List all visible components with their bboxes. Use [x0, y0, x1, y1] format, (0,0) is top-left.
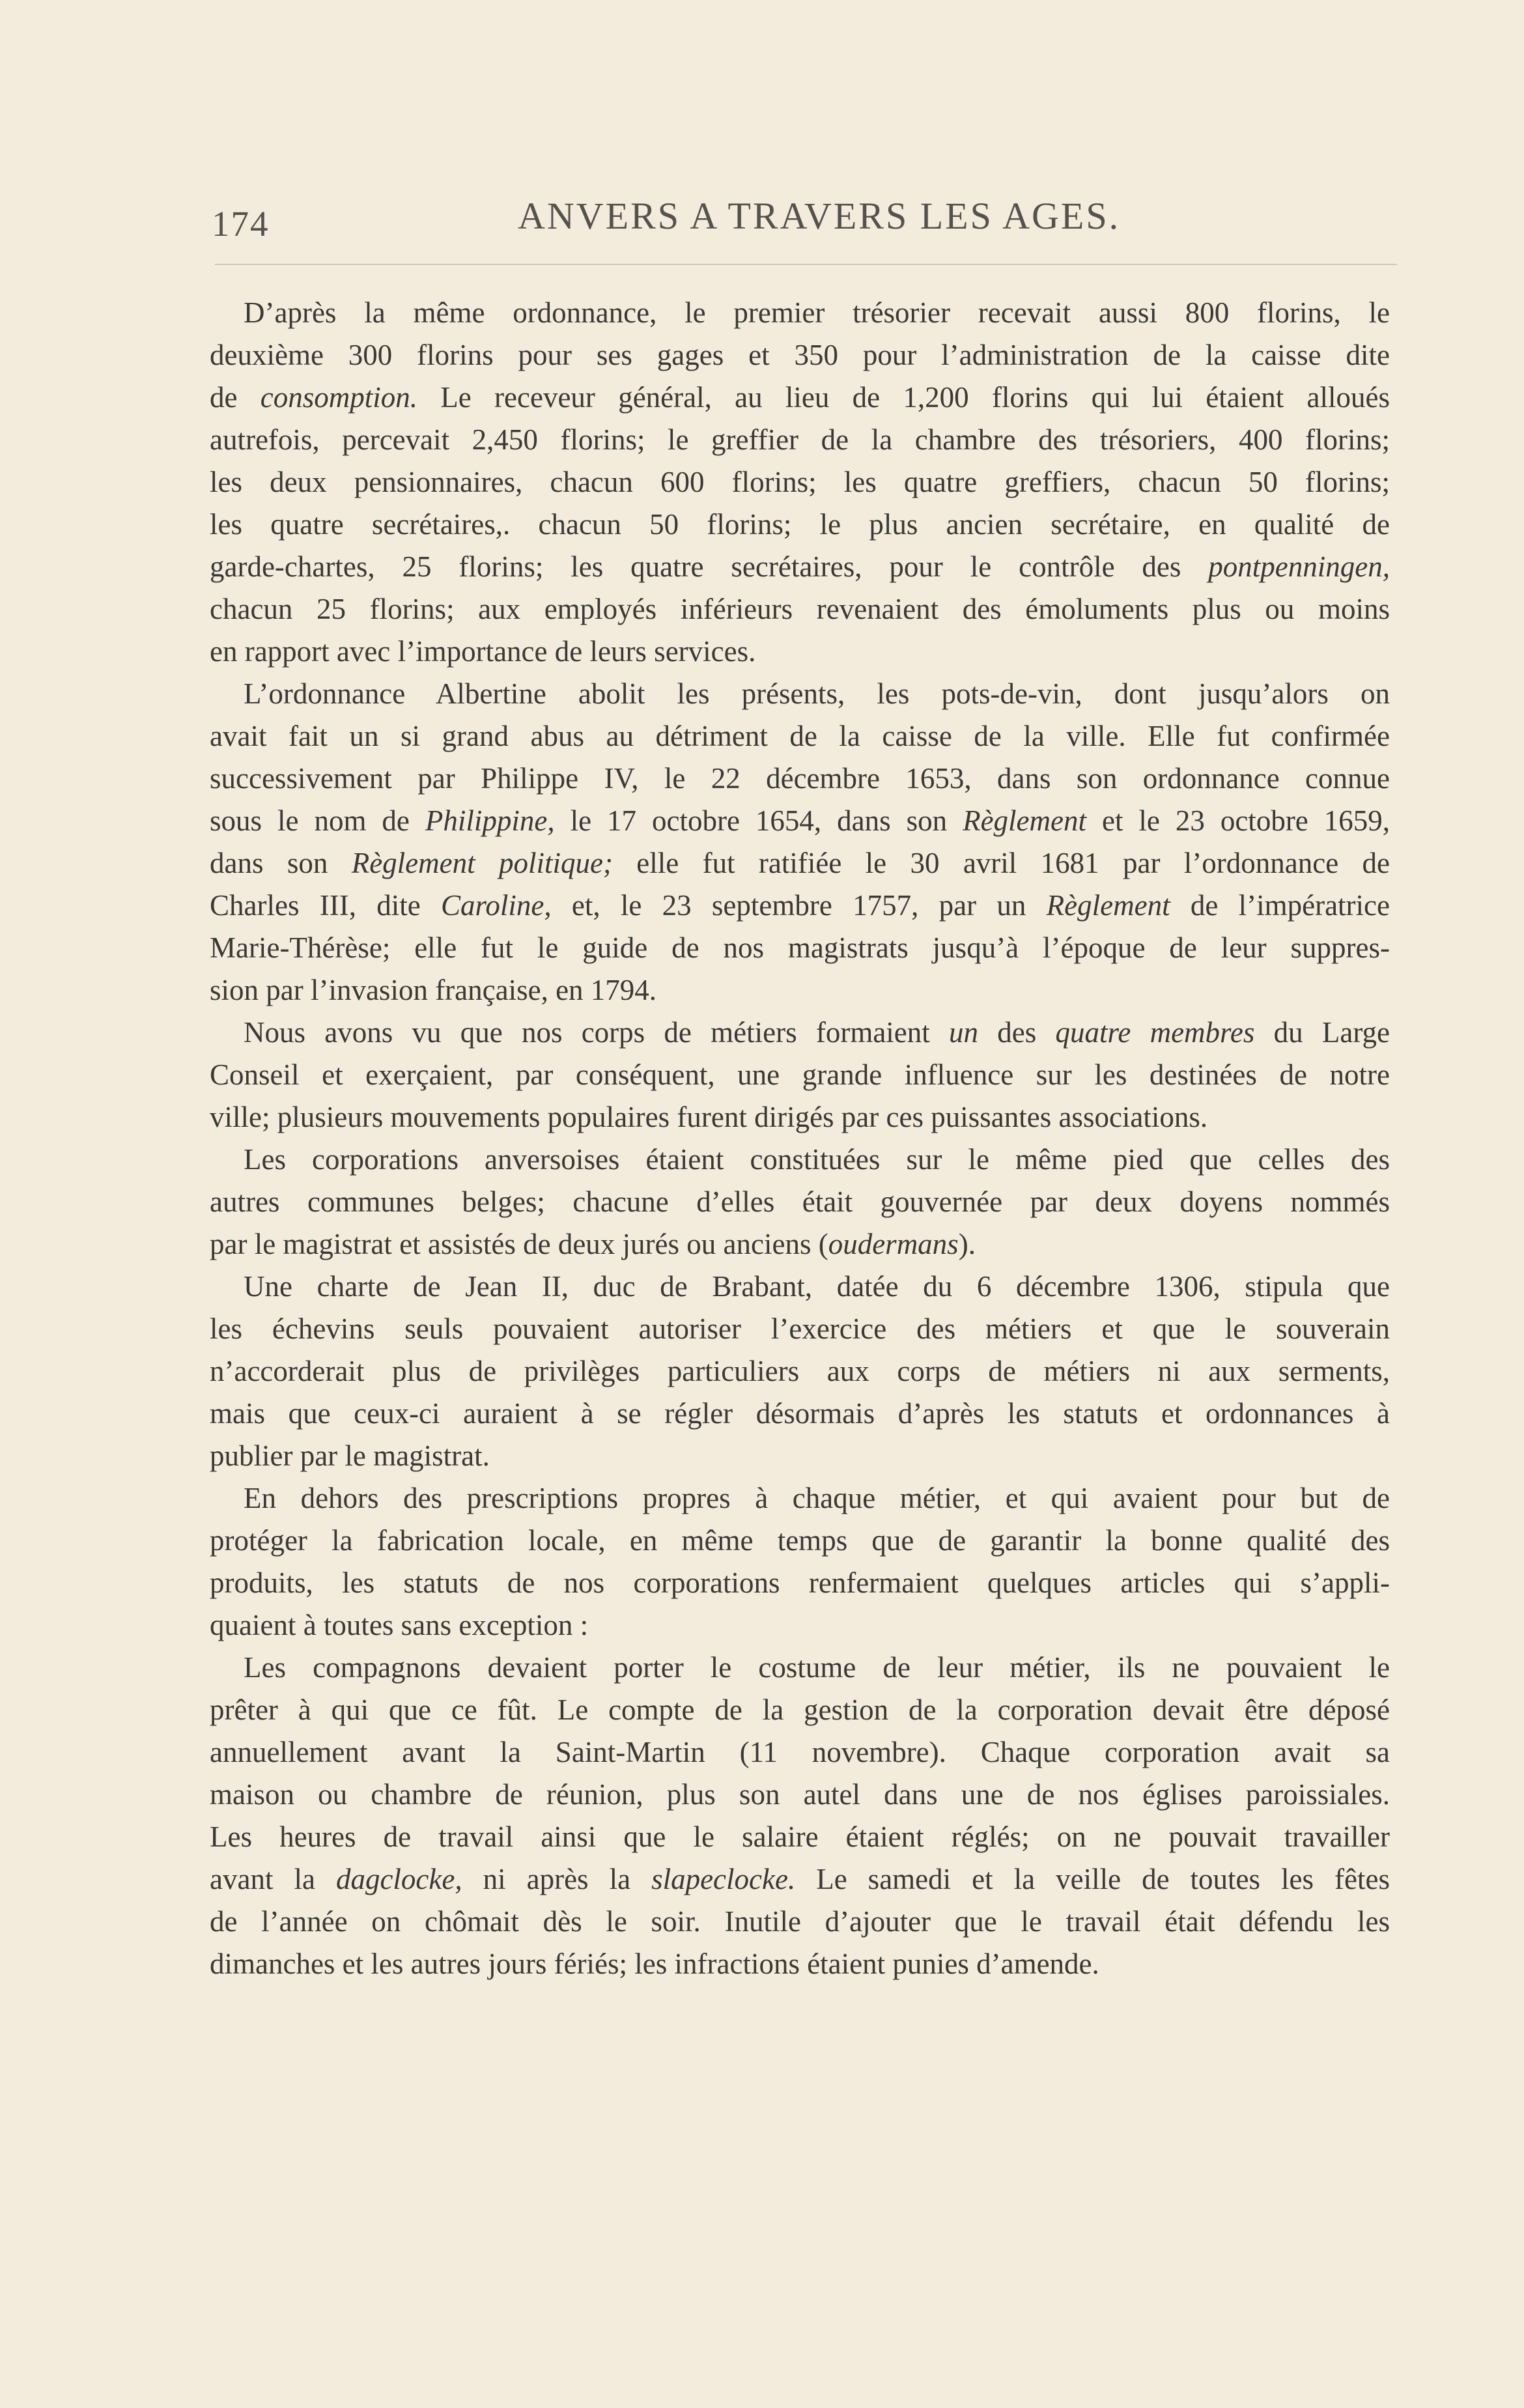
italic-text: Règlement [1046, 889, 1170, 922]
text-line [210, 927, 1390, 969]
text-line [210, 1012, 1390, 1054]
text-run: avant la [210, 1863, 336, 1895]
text-run: Charles III, dite [210, 889, 441, 922]
text-run: dimanches et les autres jours fériés; les infractions étaient punies d’amende. [210, 1948, 1099, 1980]
header-rule [215, 264, 1397, 265]
text-run: elle fut ratifiée le 30 avril 1681 par l’ordonnance de [612, 847, 1390, 879]
text-run: les quatre secrétaires,. chacun 50 florins; le plus ancien secrétaire, en qualité de [210, 508, 1390, 541]
text-line [210, 1816, 1390, 1858]
text-line [210, 1689, 1390, 1731]
text-line [210, 1181, 1390, 1223]
text-line [210, 546, 1390, 588]
page-header [212, 194, 1397, 253]
page-number: 174 [212, 204, 270, 244]
italic-text: Règlement [963, 804, 1086, 837]
paragraph [210, 1647, 1390, 1985]
text-line [210, 1223, 1390, 1266]
text-line [210, 419, 1390, 461]
paragraph [210, 673, 1390, 1012]
text-run: de l’année on chômait dès le soir. Inutile d’ajouter que le travail était défendu les [210, 1905, 1390, 1938]
text-line [210, 715, 1390, 758]
text-run: Marie-Thérèse; elle fut le guide de nos magistrats jusqu’à l’époque de leur suppres- [210, 931, 1390, 964]
italic-text: pontpenningen, [1208, 550, 1390, 583]
text-line [210, 1520, 1390, 1562]
text-run: et, le 23 septembre 1757, par un [551, 889, 1047, 922]
text-line [210, 1435, 1390, 1477]
text-run: de l’impératrice [1170, 889, 1390, 922]
paragraph [210, 1139, 1390, 1266]
text-run: Les corporations anversoises étaient constituées sur le même pied que celles des [244, 1143, 1390, 1176]
paragraph [210, 292, 1390, 673]
text-line [210, 588, 1390, 630]
paragraph [210, 1477, 1390, 1647]
text-run: avait fait un si grand abus au détriment de la caisse de la ville. Elle fut confirmée [210, 720, 1390, 752]
text-run: quaient à toutes sans exception : [210, 1609, 589, 1641]
text-line [210, 969, 1390, 1012]
text-run: En dehors des prescriptions propres à chaque métier, et qui avaient pour but de [244, 1482, 1390, 1514]
text-run: sous le nom de [210, 804, 425, 837]
text-line [210, 1774, 1390, 1816]
text-run: Les heures de travail ainsi que le salaire étaient réglés; on ne pouvait travailler [210, 1820, 1390, 1853]
text-line [210, 334, 1390, 376]
text-run: autres communes belges; chacune d’elles était gouvernée par deux doyens nommés [210, 1185, 1390, 1218]
text-run: L’ordonnance Albertine abolit les présents, les pots-de-vin, dont jusqu’alors on [244, 677, 1390, 710]
text-line [210, 885, 1390, 927]
text-run: publier par le magistrat. [210, 1439, 490, 1472]
body-text [210, 292, 1390, 1985]
text-line [210, 1901, 1390, 1943]
text-line [210, 630, 1390, 673]
text-run: protéger la fabrication locale, en même temps que de garantir la bonne qualité des [210, 1524, 1390, 1557]
text-run: Les compagnons devaient porter le costume de leur métier, ils ne pouvaient le [244, 1651, 1390, 1684]
text-line [210, 1477, 1390, 1520]
text-run: deuxième 300 florins pour ses gages et 350 pour l’administration de la caisse dite [210, 339, 1390, 371]
text-line [210, 1604, 1390, 1647]
text-run: produits, les statuts de nos corporations renfermaient quelques articles qui s’appli- [210, 1566, 1390, 1599]
text-run: les échevins seuls pouvaient autoriser l’exercice des métiers et que le souverain [210, 1312, 1390, 1345]
text-run: successivement par Philippe IV, le 22 décembre 1653, dans son ordonnance connue [210, 762, 1390, 795]
text-run: dans son [210, 847, 352, 879]
text-run: chacun 25 florins; aux employés inférieurs revenaient des émoluments plus ou moins [210, 593, 1390, 625]
text-run: Une charte de Jean II, duc de Brabant, datée du 6 décembre 1306, stipula que [244, 1270, 1390, 1303]
italic-text: oudermans [828, 1228, 959, 1260]
text-line [210, 503, 1390, 546]
text-line [210, 1096, 1390, 1139]
text-run: Conseil et exerçaient, par conséquent, une grande influence sur les destinées de notre [210, 1058, 1390, 1091]
running-title: ANVERS A TRAVERS LES AGES. [518, 195, 1121, 237]
text-run: Le receveur général, au lieu de 1,200 florins qui lui étaient alloués [417, 381, 1390, 414]
italic-text: consomption. [260, 381, 418, 414]
text-line [210, 758, 1390, 800]
text-line [210, 1943, 1390, 1985]
italic-text: quatre membres [1055, 1016, 1255, 1049]
text-run: Nous avons vu que nos corps de métiers formaient [244, 1016, 950, 1049]
italic-text: Philippine, [425, 804, 555, 837]
text-line [210, 461, 1390, 503]
italic-text: slapeclocke. [651, 1863, 796, 1895]
text-line [210, 292, 1390, 334]
paragraph [210, 1266, 1390, 1477]
text-line [210, 1562, 1390, 1604]
text-line [210, 1054, 1390, 1096]
paragraph [210, 1012, 1390, 1139]
text-run: D’après la même ordonnance, le premier trésorier recevait aussi 800 florins, le [244, 296, 1390, 329]
text-line [210, 1647, 1390, 1689]
text-line [210, 1731, 1390, 1774]
text-line [210, 376, 1390, 419]
italic-text: dagclocke, [335, 1863, 462, 1895]
text-line [210, 1308, 1390, 1350]
text-run: sion par l’invasion française, en 1794. [210, 974, 657, 1006]
text-run: prêter à qui que ce fût. Le compte de la gestion de la corporation devait être déposé [210, 1693, 1390, 1726]
text-run: le 17 octobre 1654, dans son [554, 804, 963, 837]
text-line [210, 1139, 1390, 1181]
text-run: des [978, 1016, 1056, 1049]
text-line [210, 673, 1390, 715]
italic-text: Règlement politique; [351, 847, 613, 879]
italic-text: Caroline, [441, 889, 552, 922]
text-run: les deux pensionnaires, chacun 600 florins; les quatre greffiers, chacun 50 florins; [210, 466, 1390, 498]
text-line [210, 1393, 1390, 1435]
text-line [210, 1266, 1390, 1308]
text-run: Le samedi et la veille de toutes les fêtes [795, 1863, 1390, 1895]
text-run: par le magistrat et assistés de deux jurés ou anciens ( [210, 1228, 828, 1260]
text-run: et le 23 octobre 1659, [1086, 804, 1390, 837]
text-run: en rapport avec l’importance de leurs services. [210, 635, 756, 668]
text-run: ). [958, 1228, 976, 1260]
text-run: ville; plusieurs mouvements populaires furent dirigés par ces puissantes associations. [210, 1101, 1208, 1133]
text-run: ni après la [462, 1863, 652, 1895]
text-line [210, 800, 1390, 842]
text-run: maison ou chambre de réunion, plus son autel dans une de nos églises paroissiales. [210, 1778, 1390, 1811]
text-run: garde-chartes, 25 florins; les quatre secrétaires, pour le contrôle des [210, 550, 1209, 583]
text-run: de [210, 381, 261, 414]
text-line [210, 842, 1390, 885]
text-line [210, 1350, 1390, 1393]
text-run: mais que ceux-ci auraient à se régler désormais d’après les statuts et ordonnances à [210, 1397, 1390, 1430]
italic-text: un [949, 1016, 979, 1049]
text-run: du Large [1254, 1016, 1390, 1049]
text-run: annuellement avant la Saint-Martin (11 novembre). Chaque corporation avait sa [210, 1736, 1390, 1768]
text-run: n’accorderait plus de privilèges particuliers aux corps de métiers ni aux serments, [210, 1355, 1390, 1387]
text-run: autrefois, percevait 2,450 florins; le greffier de la chambre des trésoriers, 400 florins; [210, 423, 1390, 456]
text-line [210, 1858, 1390, 1901]
